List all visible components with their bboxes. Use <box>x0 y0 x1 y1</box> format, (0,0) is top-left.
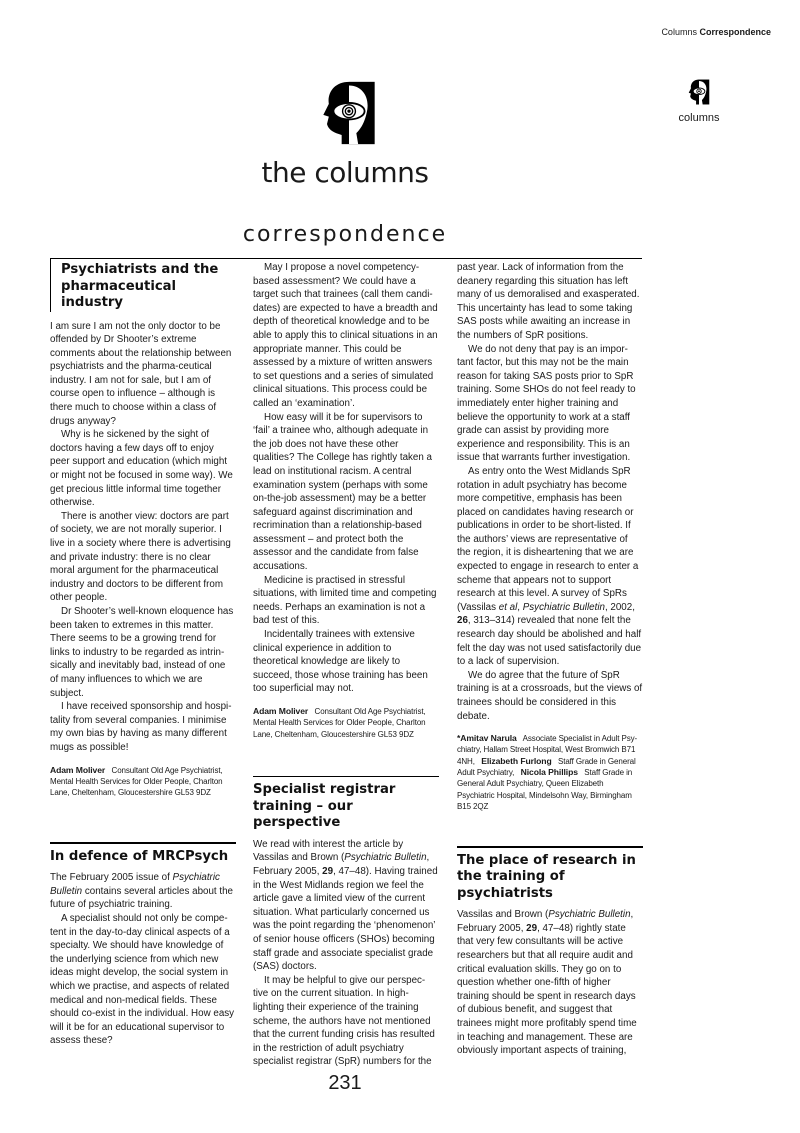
bold-run: 29 <box>526 922 538 934</box>
text-run: , February 2005, <box>457 909 634 934</box>
paragraph: I have received sponsorship and hospi-tality from several companies. I minimise my own bias by having as many different mugs as possible! <box>50 701 232 753</box>
middle-column <box>253 261 439 1069</box>
text-run: , 2002, <box>604 601 635 613</box>
bold-run: Adam Moliver <box>50 764 106 775</box>
bold-run: 26 <box>457 615 468 627</box>
page-number: 231 <box>328 1072 362 1094</box>
running-head-section: Columns <box>661 27 697 37</box>
author-signature <box>50 765 236 799</box>
left-column <box>50 261 236 1048</box>
article-rule <box>50 842 236 843</box>
article-place-of-research <box>457 846 643 1057</box>
paragraph: There is another view: doctors are part of society, we are not morally superior. I live in a society where there is advertising and private industry: there is no clear moral argument for the pharmaceutical industry and doctors to be different from other people. <box>50 510 231 604</box>
paragraph <box>457 908 643 1058</box>
italic-run: et al <box>498 601 518 613</box>
text-run: Staff Grade in General Adult Psychiatry, Queen Elizabeth Psychiatric Hospital, Mindelsohn Way, Birmingham B15 2QZ <box>457 768 635 811</box>
article-specialist-registrar <box>253 776 439 1069</box>
article-psychiatrists-pharma-body <box>50 320 236 799</box>
bold-run: Elizabeth Furlong <box>481 755 552 766</box>
text-run: , 47–48) rightly state that very few consultants will be active researchers but that all require audit and critical evaluation skills. They go on to question whether one-fifth of higher training should be spent in research days of dubious benefit, and suggest that trainees might more profitably spend time in teaching and management. These are obviously important aspects of training, <box>457 922 637 1057</box>
text-run: , 313–314) revealed that none felt the research day should be abolished and half felt the day was not used satisfactorily due to a lack of supervision. <box>457 615 642 668</box>
italic-run: Psychiatric Bulletin <box>548 909 631 921</box>
right-column <box>457 261 643 1058</box>
bold-run: Nicola Phillips <box>520 767 578 778</box>
text-run: As entry onto the West Midlands SpR rotation in adult psychiatry has become more competitive, emphasis has been placed on candidates having research or publications in order to be short-listed. If the authors’ views are representative of the region, it is disheartening that we are expected to engage in research to enter a scheme that appears not to support research at this level. A survey of SpRs (Vassilas <box>457 465 639 613</box>
paragraph: Incidentally trainees with extensive clinical experience in addition to theoretical knowledge are likely to succeed, those whose training has been too superficial may not. <box>253 629 428 695</box>
bold-run: 29 <box>322 865 334 877</box>
paragraph: past year. Lack of information from the deanery regarding this situation has left many of us demoralised and exasperated. This uncertainty has lead to some taking SAS posts while awaiting an increase in the numbers of SpR positions. <box>457 262 640 341</box>
paragraph: I am sure I am not the only doctor to be offended by Dr Shooter’s extreme comments about the relationship between psychiatrists and the pharma-ceutical industry. I am not for sale, but I am of course open to influence – although is there much to choose within a class of drugs anyway? <box>50 320 232 427</box>
author-signature <box>457 733 643 812</box>
article-heading: In defence of MRCPsych <box>50 848 229 864</box>
paragraph: Dr Shooter’s well-known eloquence has been taken to extremes in this matter. There seems to be a growing trend for links to industry to be regarded as intrin-sically and inevitably bad, instead of one of many influences to which we are subject. <box>50 605 234 699</box>
article-heading: Psychiatrists and the pharmaceutical industry <box>61 262 219 310</box>
running-head <box>661 27 771 37</box>
article-specialist-registrar-continued <box>457 261 643 812</box>
text-run: Associate Specialist in Adult Psy-chiatry, Hallam Street Hospital, West Bromwich B71 4NH, <box>457 734 638 766</box>
paragraph: Why is he sickened by the sight of doctors having a few days off to enjoy peer support and education (which might or might not be focused in some way). We get precious little informal time together otherwise. <box>50 429 233 509</box>
running-head-title: Correspondence <box>699 27 771 37</box>
paragraph: How easy will it be for supervisors to ‘fail’ a trainee who, although adequate in the job does not have these other qualities? The College has rightly taken a lead on institutional racism. A central examination system (perhaps with some on-the-job assessment) may be a better safeguard against discrimination and recrimination than a relationship-based assessment – and protect both the assessor and the candidate from false accusations. <box>253 411 432 573</box>
author-signature <box>253 706 439 740</box>
text-run: We read with interest the article by Vassilas and Brown ( <box>253 838 404 864</box>
article-defence-mrcpsych-continued <box>253 261 439 740</box>
bold-run: *Amitav Narula <box>457 733 517 744</box>
article-heading: The place of research in the training of psychiatrists <box>457 852 636 901</box>
text-run: Consultant Old Age Psychiatrist, Mental Health Services for Older People, Charlton Lane, Cheltenham, Gloucestershire GL53 9DZ <box>253 707 428 739</box>
italic-run: Psychiatric Bulletin <box>50 872 220 897</box>
section-title: the columns <box>261 156 429 189</box>
paragraph <box>253 838 439 974</box>
article-rule <box>253 776 439 777</box>
text-run: , February 2005, <box>253 852 430 877</box>
bold-run: Adam Moliver <box>253 706 309 716</box>
heading-box <box>50 258 236 312</box>
article-heading: Specialist registrar training – our perspective <box>253 782 396 831</box>
paragraph <box>50 871 236 912</box>
text-run: , <box>517 601 523 613</box>
paragraph: It may be helpful to give our perspec-tive on the current situation. In high-lighting their experience of the training scheme, the authors have not mentioned that the current funding crisis has resulted in the restriction of adult psychiatry specialist registrar (SpR) numbers for the <box>253 974 435 1068</box>
text-run: Consultant Old Age Psychiatrist, Mental Health Services for Older People, Charlton Lane, Cheltenham, Gloucestershire GL53 9DZ <box>50 765 225 798</box>
italic-run: Psychiatric Bulletin <box>522 601 605 613</box>
section-subtitle: correspondence <box>242 222 448 247</box>
paragraph: We do agree that the future of SpR training is at a crossroads, but the views of trainees should be considered in this debate. <box>457 669 643 722</box>
eye-profile-logo-icon-small <box>688 78 710 106</box>
text-run: Vassilas and Brown ( <box>457 909 549 921</box>
article-defence-mrcpsych <box>50 842 236 1048</box>
eye-profile-logo-icon <box>318 80 380 146</box>
article-rule <box>457 846 643 847</box>
text-run: , 47–48). Having trained in the West Midlands region we feel the article gave a limited view of the current situation. What particularly concerned us was the point regarding the ‘phenomenon’ of senior house officers (SHOs) becoming staff grade and associate specialist grade (SAS) doctors. <box>253 865 438 973</box>
text-run: Staff Grade in General Adult Psychiatry, <box>457 756 638 778</box>
paragraph <box>457 465 643 669</box>
text-run: The February 2005 issue of <box>50 872 173 884</box>
side-section-label: columns <box>678 112 720 124</box>
article-body <box>50 871 236 1048</box>
article-body <box>253 838 439 1069</box>
paragraph: May I propose a novel competency-based assessment? We could have a target such that trainees (call them candi-dates) are expected to have a breadth and depth of theoretical knowledge and to be able to apply this to clinical situations in an appropriate manner. This could be assessed by a mixture of written answers to set questions and a series of simulated clinical situations. This process could be called an ‘examination’. <box>253 262 438 409</box>
text-run: contains several articles about the future of psychiatric training. <box>50 885 233 911</box>
paragraph: Medicine is practised in stressful situations, with limited time and competing needs. Perhaps an examination is not a bad test of this. <box>253 574 437 627</box>
paragraph: We do not deny that pay is an impor-tant factor, but this may not be the main reason for taking SAS posts prior to SpR training. Some SHOs do not feel ready to immediately enter higher training and believe the opportunity to work at a staff grade can assist by providing more experience and responsibility. This is an issue that warrants further investigation. <box>457 343 636 464</box>
paragraph: A specialist should not only be compe-tent in the day-to-day clinical aspects of a specialty. We should have knowledge of the underlying science from which new ideas might develop, the social system in which we practise, and aspects of related medical and non-medical fields. These should co-exist in the individual. How easy will it be for an educational supervisor to assess these? <box>50 913 235 1047</box>
article-body <box>457 908 643 1058</box>
italic-run: Psychiatric Bulletin <box>344 852 427 864</box>
